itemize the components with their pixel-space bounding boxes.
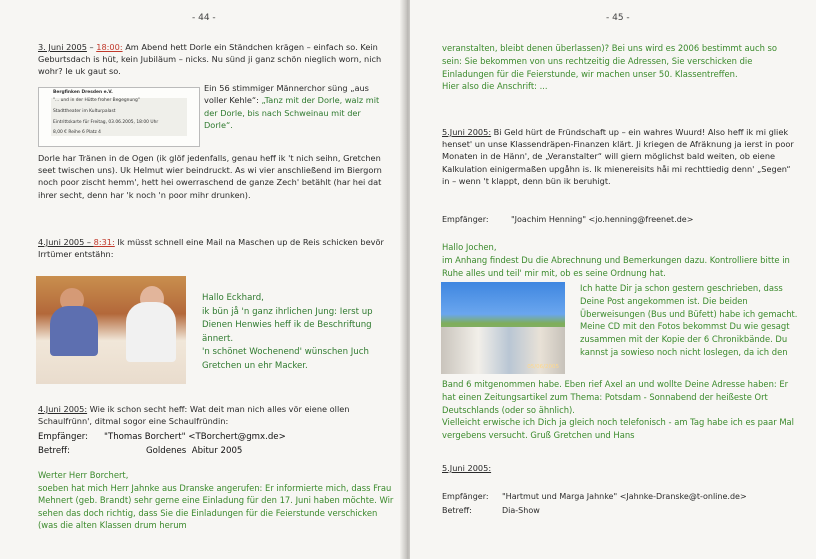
concert-ticket-image: [38, 87, 200, 147]
entry-june3-continued: [38, 152, 390, 201]
subject-label: Betreff:: [442, 506, 472, 515]
recipient-label: Empfänger:: [442, 492, 489, 501]
page-number-right: - 45 -: [606, 13, 630, 23]
photo-person: [126, 302, 176, 362]
entry-date: 4.Juni 2005 –: [38, 237, 94, 247]
entry-time: 18:00:: [96, 42, 123, 52]
entry-june4-borchert: [38, 403, 390, 427]
subject-value: Goldenes Abitur 2005: [146, 446, 243, 456]
mail-to-jochen-wrapped: Ich hatte Dir ja schon gestern geschrieben, dass Deine Post angekommen ist. Die beiden Überweisungen (Bus und Büfett) habe ich gemacht. Meine CD mit den Fotos bekommst Du wie gesagt zusammen mit der Kopie der 6 Chronikbände. Du kannst ja sowieso noch nicht loslegen, da ich den: [580, 283, 798, 357]
entry-date: 3. Juni 2005: [38, 42, 87, 52]
mail-to-eckhard: Hallo Eckhard, ik bün jå 'n ganz ihrlichen Jung: Ierst up Dienen Henwies heff ik de Beschriftung ännert. 'n schönet Wochenend' wünschen Juch Gretchen un ehr Macker.: [202, 293, 373, 371]
ticket-line: 8,00 € Reihe 6 Platz 4: [53, 130, 101, 135]
subject-value: Dia-Show: [502, 506, 540, 515]
entry-text: Am Abend hett Dorle ein Ständchen krägen – einfach so. Kein Geburtsdach is hüt, kein Jubiläum – nicks. Nu sünd ji ganz schön nieglich worn, nich wohr? Ie uk gaut so.: [38, 42, 382, 77]
mail-to-borchert: Werter Herr Borchert, soeben hat mich Herr Jahnke aus Dranske angerufen: Er informierte mich, dass Frau Mehnert (geb. Brandt) sehr gerne eine Einladung für den 17. Juni haben möchte. Wir sehen das doch richtig, dass Sie die Einladungen für die Feierstunde verschicken (was die alten Klassen drum herum: [38, 470, 394, 531]
subject-label: Betreff:: [38, 446, 70, 456]
entry-date: 5.Juni 2005:: [442, 463, 492, 473]
photo-group-outdoors: [441, 282, 565, 374]
entry-text: Wie ik schon secht heff: Wat deit man nich alles vör eiene ollen Schaulfrünn', ditmal sogor eine Schaulfründin:: [38, 404, 350, 427]
recipient-value: "Hartmut und Marga Jahnke" <Jahnke-Dranske@t-online.de>: [502, 492, 747, 501]
ticket-line: "... und in der Hütte froher Begegnung": [53, 98, 140, 103]
recipient-value: "Joachim Henning" <jo.henning@freenet.de>: [511, 215, 694, 224]
entry-date: 5.Juni 2005:: [442, 127, 492, 137]
page-number-left: - 44 -: [192, 13, 216, 23]
mail-to-jochen: Hallo Jochen, im Anhang findest Du die Abrechnung und Bemerkungen dazu. Kontrolliere bitte in Ruhe alles und teil' mir mit, ob es seine Ordnung hat.: [442, 242, 790, 278]
right-page: [410, 0, 816, 559]
entry-time: 8:31:: [93, 237, 115, 247]
choir-text-dark: Ein 56 stimmiger Männerchor süng „aus voller Kehle“:: [204, 83, 369, 106]
entry-june5-jahnke: [442, 462, 491, 474]
photo-person: [50, 306, 98, 356]
entry-june5-finance: [442, 126, 794, 187]
ticket-line: Eintrittskarte für Freitag, 03.06.2005, 18:00 Uhr: [53, 120, 159, 125]
mail-to-borchert-continued: veranstalten, bleibt denen überlassen)? Bei uns wird es 2006 bestimmt auch so sein: Sie bekommen von uns rechtzeitig die Adressen, Sie verschicken die Einladungen für die Feierstunde, wir machen unser 50. Klassentreffen. Hier also die Anschrift: ...: [442, 43, 778, 92]
ticket-line: Stadttheater im Kulturpalast: [53, 109, 116, 114]
entry-text: Ik müsst schnell eine Mail na Maschen up de Reis schicken bevör Irrtümer entstähn:: [38, 237, 384, 260]
choir-text: [204, 82, 392, 132]
mail-to-jochen-end: Band 6 mitgenommen habe. Eben rief Axel an und wollte Deine Adresse haben: Er hat einen Zeitungsartikel zum Thema: Potsdam - Sonnabend der heißeste Ort Deutschlands (oder so ähnlich). Vielleicht erwische ich Dich ja gleich noch telefonisch - am Tag habe ich es paar Mal vergebens versucht. Gruß Gretchen und Hans: [442, 379, 795, 441]
recipient-label: Empfänger:: [442, 215, 489, 224]
recipient-value: "Thomas Borchert" <TBorchert@gmx.de>: [104, 432, 286, 442]
ticket-line: Bergfinken Dresden e.V.: [53, 90, 113, 95]
left-page: [0, 0, 404, 559]
recipient-label: Empfänger:: [38, 432, 89, 442]
photo-two-men-drinking: [36, 276, 186, 384]
entry-date: 4.Juni 2005:: [38, 404, 88, 414]
entry-text: Bi Geld hürt de Fründschaft up – ein wahres Wuurd! Also heff ik mi gliek henset' un unse Klassendräpen-Finanzen klärt. Ji kriegen de Afräknung ja ierst in poor Monaten in de Hänn', de „Veranstalter“ will giern möglichst bald weiten, ob eiene Kalkulation einigermaßen upgåhn is. Ik mienereisits håi mi rechttiedig denn' „Segen“ in – wenn 't klappt, denn bün ik beruhigt.: [442, 127, 794, 186]
entry-text: Dorle har Tränen in de Ogen (ik glöf jedenfalls, genau heff ik 't nich seihn, Gretchen seet twischen uns). Uk Helmut wier beindruckt. As wi vier anschließend im Biergorn noch poor zischt hemm', hett hei owerraschend de ganze Zech' betählt (har hei dat ihrer secht, denn har 'k noch 'n poor mihr drunken).: [38, 153, 382, 200]
choir-text-green: „Tanz mit der Dorle, walz mit der Dorle, bis nach Schweinau mit der Dorle“.: [204, 95, 380, 131]
photo-date-stamp: 05/06/2005: [527, 364, 559, 370]
entry-june4-mail: [38, 236, 390, 260]
entry-june3: 3. Juni 2005 – 18:00: Am Abend hett Dorle ein Ständchen krägen – einfach so. Kein Geburtsdach is hüt, kein Jubiläum – nicks. Nu sünd ji ganz schön nieglich worn, nich wohr? Ie uk gaut so.: [38, 42, 382, 77]
